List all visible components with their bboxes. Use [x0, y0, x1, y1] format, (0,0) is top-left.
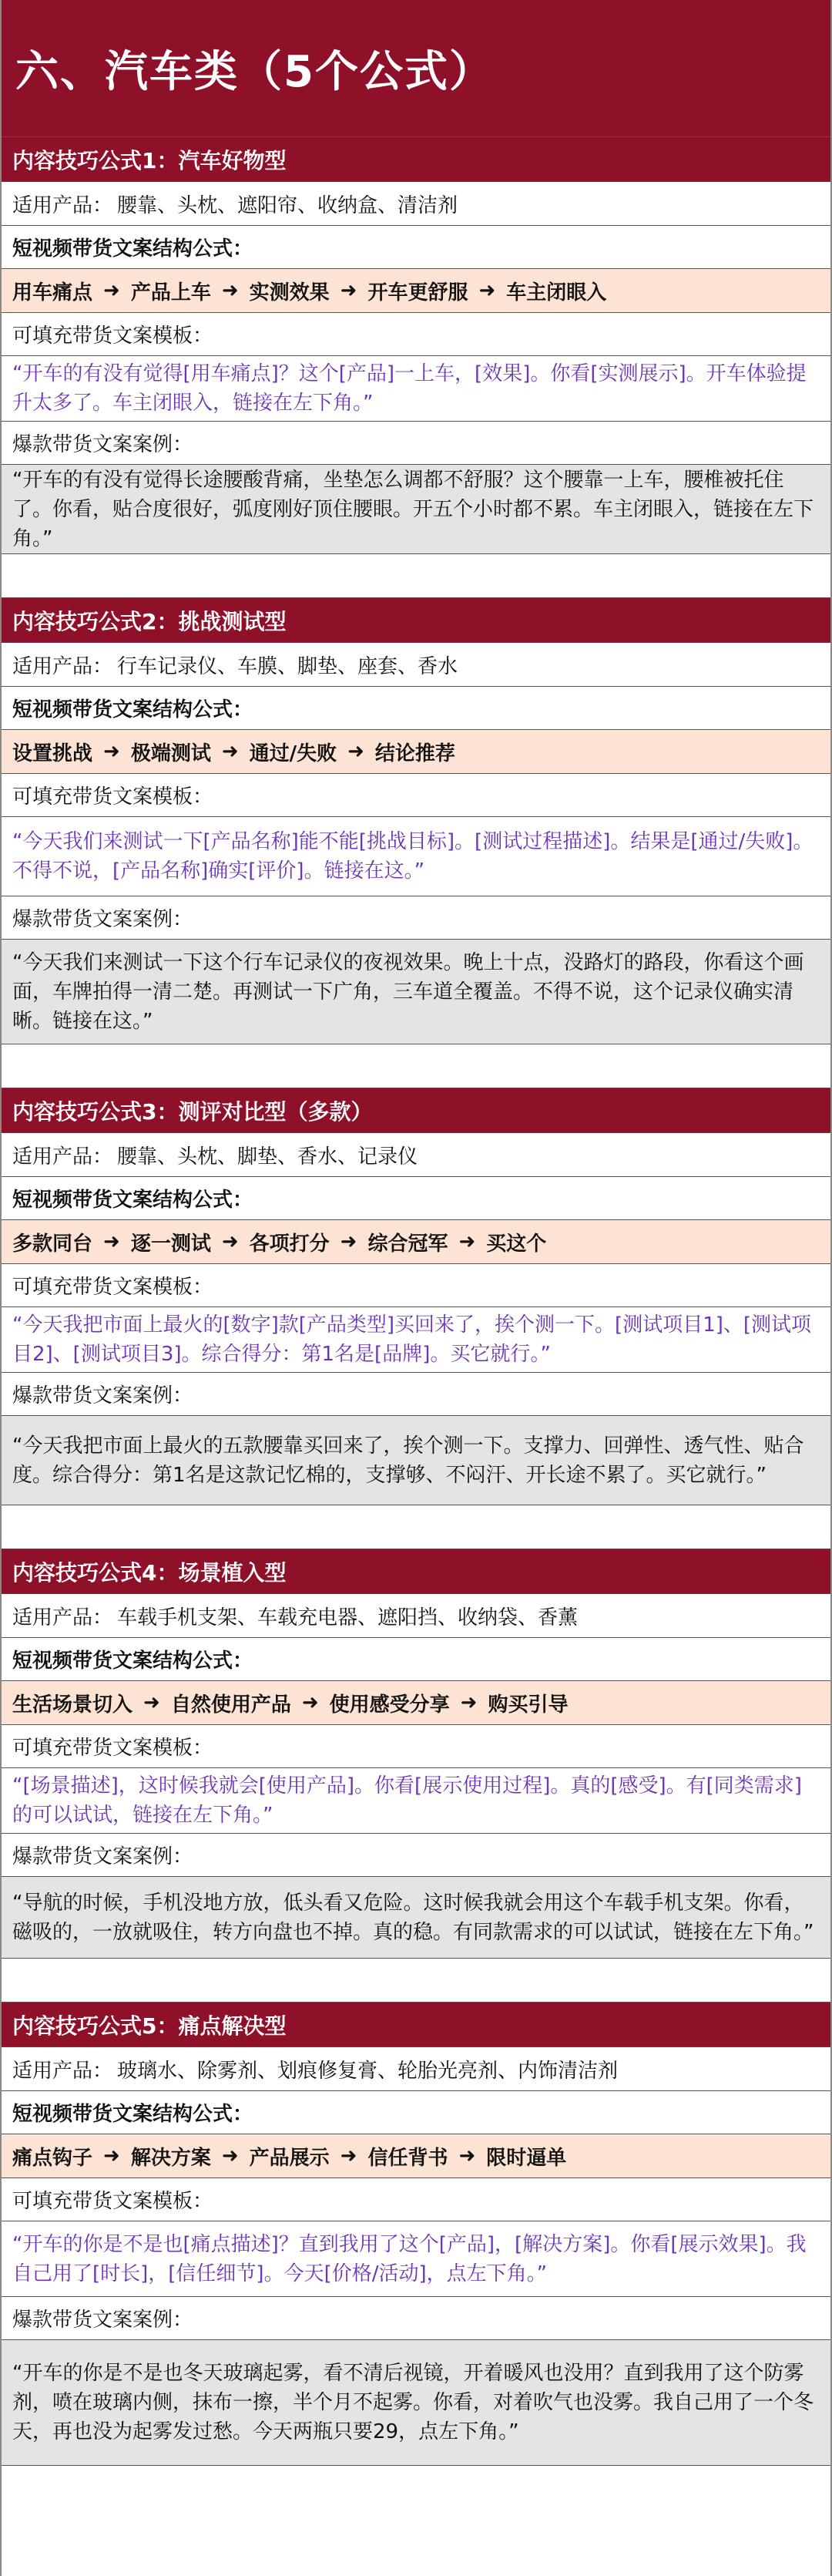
- formula-step: 购买引导: [488, 1693, 569, 1717]
- arrow-right-icon: ➜: [460, 1691, 478, 1714]
- structure-formula: [2, 2134, 830, 2178]
- arrow-right-icon: ➜: [103, 740, 120, 763]
- structure-formula: [2, 269, 830, 313]
- arrow-right-icon: ➜: [221, 1230, 239, 1253]
- formula-step: 逐一测试: [130, 1232, 211, 1256]
- template-label: 可填充带货文案模板：: [2, 313, 830, 356]
- structure-formula: [2, 1681, 830, 1725]
- section-title: 内容技巧公式5：痛点解决型: [2, 2003, 830, 2047]
- template-text: “今天我们来测试一下[产品名称]能不能[挑战目标]。[测试过程描述]。结果是[通过/失败]。不得不说，[产品名称]确实[评价]。链接在这。”: [12, 830, 814, 883]
- formula-step: 买这个: [486, 1232, 547, 1256]
- arrow-right-icon: ➜: [221, 279, 239, 302]
- formula-step: 自然使用产品: [170, 1693, 291, 1717]
- formula-step: 解决方案: [130, 2146, 211, 2170]
- structure-label: 短视频带货文案结构公式：: [2, 687, 830, 730]
- formula-step: 痛点钩子: [12, 2146, 93, 2170]
- formula-step: 信任背书: [367, 2146, 448, 2170]
- products-list: 腰靠、头枕、遮阳帘、收纳盒、清洁剂: [117, 193, 458, 217]
- template-label: 可填充带货文案模板：: [2, 2178, 830, 2221]
- case-text: “今天我把市面上最火的五款腰靠买回来了，挨个测一下。支撑力、回弹性、透气性、贴合度。综合得分：第1名是这款记忆棉的，支撑够、不闷汗、开长途不累了。买它就行。”: [12, 1434, 804, 1487]
- arrow-right-icon: ➜: [340, 279, 357, 302]
- arrow-right-icon: ➜: [143, 1691, 160, 1714]
- case-label: 爆款带货文案案例：: [2, 896, 830, 940]
- products-prefix: 适用产品：: [12, 1606, 113, 1629]
- applicable-products-row: [2, 182, 830, 226]
- formula-section: [2, 598, 830, 1088]
- formula-step: 用车痛点: [12, 281, 93, 304]
- case-text: “开车的你是不是也冬天玻璃起雾，看不清后视镜，开着暖风也没用？直到我用了这个防雾剂，喷在玻璃内侧，抹布一擦，半个月不起雾。你看，对着吹气也没雾。我自己用了一个冬天，再也没为起雾发过愁。今天两瓶只要29，点左下角。”: [12, 2362, 814, 2443]
- formula-step: 实测效果: [249, 281, 330, 304]
- formula-step: 开车更舒服: [367, 281, 468, 304]
- arrow-right-icon: ➜: [221, 2144, 239, 2167]
- case-label: 爆款带货文案案例：: [2, 422, 830, 465]
- case-text: “开车的有没有觉得长途腰酸背痛，坐垫怎么调都不舒服？这个腰靠一上车，腰椎被托住了。你看，贴合度很好，弧度刚好顶住腰眼。开五个小时都不累。车主闭眼入，链接在左下角。”: [12, 468, 814, 550]
- formula-step: 限时逼单: [486, 2146, 567, 2170]
- arrow-right-icon: ➜: [458, 2144, 476, 2167]
- template-label: 可填充带货文案模板：: [2, 1264, 830, 1307]
- fillable-template: [2, 2221, 830, 2297]
- formula-section: [2, 1088, 830, 1549]
- structure-formula: [2, 1220, 830, 1264]
- formula-step: 产品展示: [249, 2146, 330, 2170]
- applicable-products-row: [2, 643, 830, 687]
- formula-step: 综合冠军: [367, 1232, 448, 1256]
- arrow-right-icon: ➜: [103, 1230, 120, 1253]
- formula-step: 使用感受分享: [329, 1693, 450, 1717]
- section-title: 内容技巧公式4：场景植入型: [2, 1549, 830, 1594]
- formula-step: 生活场景切入: [12, 1693, 133, 1717]
- formula-step: 各项打分: [249, 1232, 330, 1256]
- fillable-template: [2, 1768, 830, 1834]
- case-example: [2, 465, 830, 554]
- section-spacer: [2, 1505, 830, 1549]
- formula-step: 多款同台: [12, 1232, 93, 1256]
- case-label: 爆款带货文案案例：: [2, 2297, 830, 2340]
- formula-section: [2, 1549, 830, 2003]
- products-prefix: 适用产品：: [12, 2059, 113, 2083]
- case-example: [2, 1416, 830, 1505]
- formula-step: 车主闭眼入: [506, 281, 607, 304]
- arrow-right-icon: ➜: [340, 1230, 357, 1253]
- products-list: 行车记录仪、车膜、脚垫、座套、香水: [117, 654, 458, 678]
- applicable-products-row: [2, 1594, 830, 1638]
- section-spacer: [2, 554, 830, 598]
- structure-label: 短视频带货文案结构公式：: [2, 1177, 830, 1220]
- products-prefix: 适用产品：: [12, 1145, 113, 1169]
- structure-label: 短视频带货文案结构公式：: [2, 226, 830, 269]
- formula-step: 结论推荐: [374, 742, 455, 765]
- section-spacer: [2, 1959, 830, 2003]
- case-example: [2, 940, 830, 1044]
- arrow-right-icon: ➜: [103, 279, 120, 302]
- arrow-right-icon: ➜: [301, 1691, 319, 1714]
- template-text: “开车的有没有觉得[用车痛点]？这个[产品]一上车，[效果]。你看[实测展示]。开车体验提升太多了。车主闭眼入，链接在左下角。”: [12, 362, 807, 415]
- case-label: 爆款带货文案案例：: [2, 1834, 830, 1877]
- arrow-right-icon: ➜: [478, 279, 496, 302]
- formula-step: 极端测试: [130, 742, 211, 765]
- formula-step: 设置挑战: [12, 742, 93, 765]
- fillable-template: [2, 817, 830, 896]
- products-prefix: 适用产品：: [12, 193, 113, 217]
- section-title: 内容技巧公式1：汽车好物型: [2, 137, 830, 182]
- fillable-template: [2, 1307, 830, 1373]
- arrow-right-icon: ➜: [458, 1230, 476, 1253]
- section-title: 内容技巧公式3：测评对比型（多款）: [2, 1088, 830, 1133]
- case-example: [2, 2340, 830, 2466]
- template-label: 可填充带货文案模板：: [2, 1725, 830, 1768]
- structure-label: 短视频带货文案结构公式：: [2, 2091, 830, 2134]
- applicable-products-row: [2, 1133, 830, 1177]
- formula-step: 产品上车: [130, 281, 211, 304]
- case-example: [2, 1877, 830, 1959]
- template-text: “开车的你是不是也[痛点描述]？直到我用了这个[产品]，[解决方案]。你看[展示效果]。我自己用了[时长]，[信任细节]。今天[价格/活动]，点左下角。”: [12, 2232, 807, 2285]
- arrow-right-icon: ➜: [347, 740, 364, 763]
- formula-section: [2, 137, 830, 598]
- case-text: “今天我们来测试一下这个行车记录仪的夜视效果。晚上十点，没路灯的路段，你看这个画面，车牌拍得一清二楚。再测试一下广角，三车道全覆盖。不得不说，这个记录仪确实清晰。链接在这。”: [12, 950, 804, 1033]
- page-title: 六、汽车类（5个公式）: [2, 0, 830, 137]
- arrow-right-icon: ➜: [340, 2144, 357, 2167]
- products-list: 玻璃水、除雾剂、划痕修复膏、轮胎光亮剂、内饰清洁剂: [117, 2059, 619, 2083]
- section-spacer: [2, 1044, 830, 1088]
- formula-section: [2, 2003, 830, 2466]
- arrow-right-icon: ➜: [103, 2144, 120, 2167]
- structure-formula: [2, 730, 830, 774]
- formula-step: 通过/失败: [249, 742, 337, 765]
- products-list: 车载手机支架、车载充电器、遮阳挡、收纳袋、香薰: [117, 1606, 579, 1629]
- template-text: “今天我把市面上最火的[数字]款[产品类型]买回来了，挨个测一下。[测试项目1]、[测试项目2]、[测试项目3]。综合得分：第1名是[品牌]。买它就行。”: [12, 1313, 812, 1366]
- template-label: 可填充带货文案模板：: [2, 774, 830, 817]
- section-title: 内容技巧公式2：挑战测试型: [2, 598, 830, 643]
- sections-container: [2, 137, 830, 2466]
- case-text: “导航的时候，手机没地方放，低头看又危险。这时候我就会用这个车载手机支架。你看，磁吸的，一放就吸住，转方向盘也不掉。真的稳。有同款需求的可以试试，链接在左下角。”: [12, 1891, 814, 1944]
- arrow-right-icon: ➜: [221, 740, 239, 763]
- products-list: 腰靠、头枕、脚垫、香水、记录仪: [117, 1145, 418, 1169]
- template-text: “[场景描述]，这时候我就会[使用产品]。你看[展示使用过程]。真的[感受]。有[同类需求]的可以试试，链接在左下角。”: [12, 1774, 802, 1827]
- structure-label: 短视频带货文案结构公式：: [2, 1638, 830, 1681]
- products-prefix: 适用产品：: [12, 654, 113, 678]
- case-label: 爆款带货文案案例：: [2, 1373, 830, 1416]
- applicable-products-row: [2, 2047, 830, 2091]
- fillable-template: [2, 356, 830, 422]
